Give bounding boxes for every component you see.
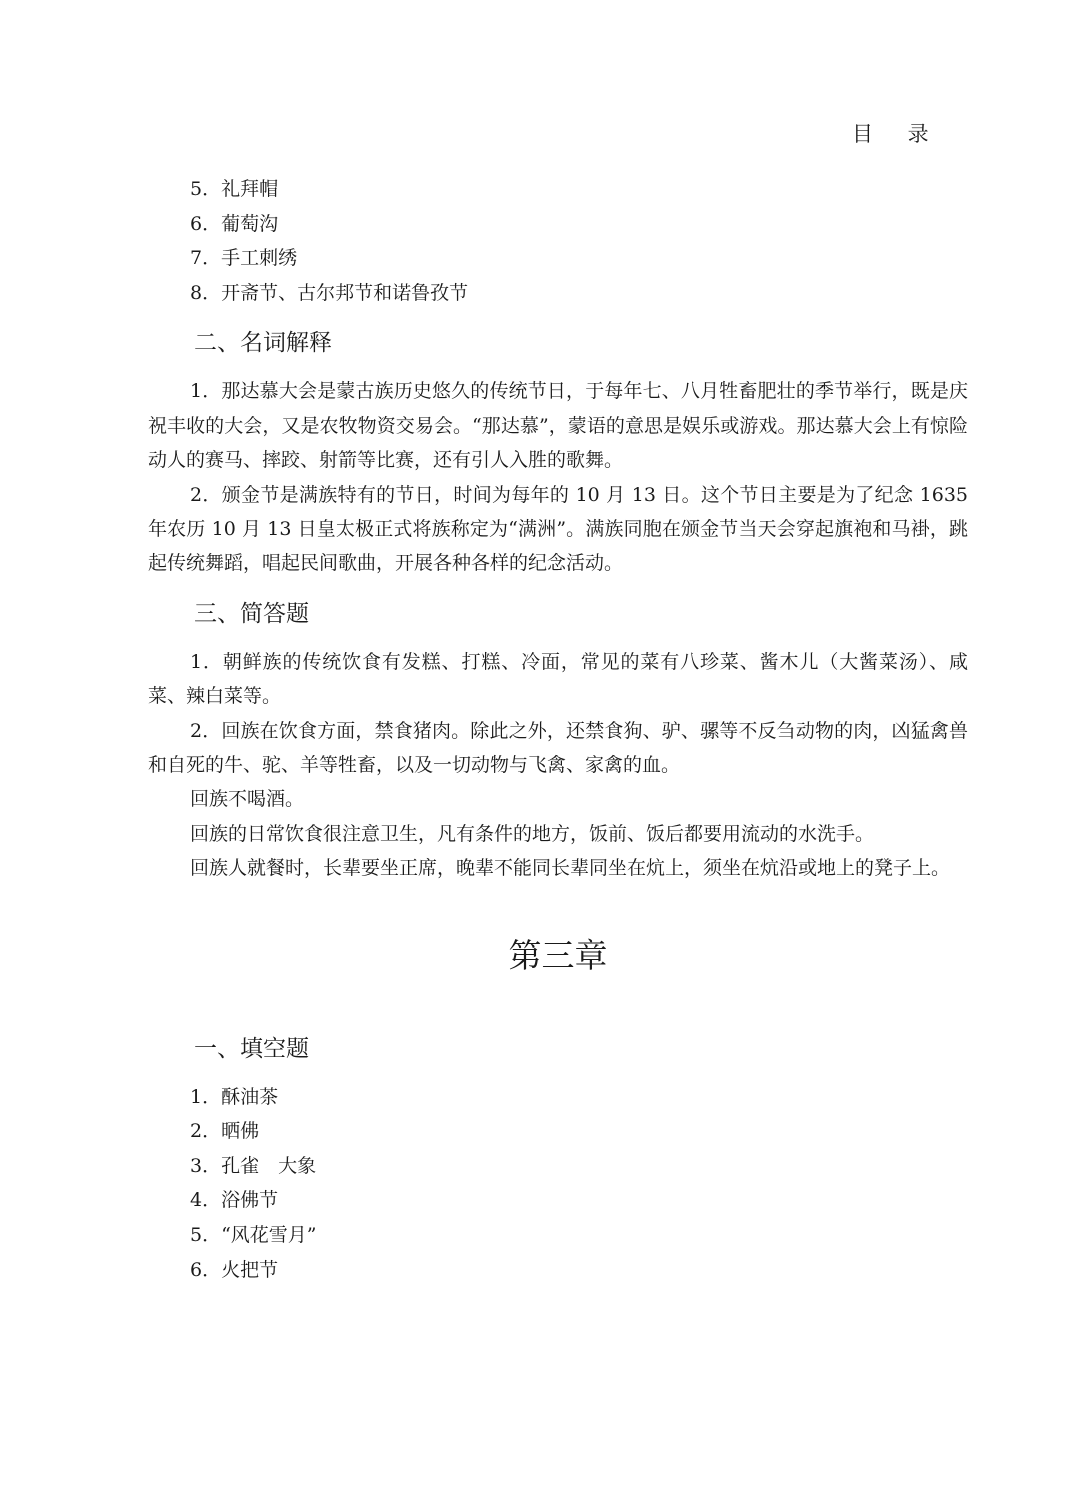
fill-in-list [148, 1080, 968, 1288]
running-header: 目 录 [852, 122, 943, 146]
paragraph: 回族的日常饮食很注意卫生，凡有条件的地方，饭前、饭后都要用流动的水洗手。 [190, 822, 875, 845]
paragraph: 2．回族在饮食方面，禁食猪肉。除此之外，还禁食狗、驴、骡等不反刍动物的肉，凶猛禽兽和自死的牛、驼、羊等牲畜，以及一切动物与飞禽、家禽的血。 [148, 719, 968, 777]
top-answer-list [148, 172, 968, 310]
list-item: 2．晒佛 [190, 1120, 260, 1143]
definitions-section [148, 374, 968, 580]
section-heading-fill-in: 一、填空题 [194, 1035, 309, 1062]
list-item: 1．酥油茶 [190, 1085, 279, 1108]
list-item: 7．手工刺绣 [190, 247, 298, 270]
chapter-title: 第三章 [508, 935, 608, 975]
list-item: 5．礼拜帽 [190, 178, 279, 200]
list-item: 8．开斋节、古尔邦节和诺鲁孜节 [190, 281, 469, 304]
page-body [148, 172, 968, 1287]
short-answers-section [148, 645, 968, 886]
list-item: 6．葡萄沟 [190, 212, 279, 235]
list-item: 5．“风花雪月” [190, 1224, 317, 1247]
paragraph: 1．朝鲜族的传统饮食有发糕、打糕、冷面，常见的菜有八珍菜、酱木儿（大酱菜汤）、咸菜、辣白菜等。 [148, 650, 968, 708]
paragraph: 回族人就餐时，长辈要坐正席，晚辈不能同长辈同坐在炕上，须坐在炕沿或地上的凳子上。 [190, 857, 951, 880]
paragraph: 回族不喝酒。 [190, 788, 305, 811]
section-heading-short-answers: 三、简答题 [194, 600, 309, 627]
list-item: 6．火把节 [190, 1258, 279, 1281]
paragraph: 1．那达慕大会是蒙古族历史悠久的传统节日，于每年七、八月牲畜肥壮的季节举行，既是庆祝丰收的大会，又是农牧物资交易会。“那达慕”，蒙语的意思是娱乐或游戏。那达慕大会上有惊险动人的赛马、摔跤、射箭等比赛，还有引人入胜的歌舞。 [148, 380, 968, 472]
paragraph: 2．颁金节是满族特有的节日，时间为每年的 10 月 13 日。这个节日主要是为了纪念 1635 年农历 10 月 13 日皇太极正式将族称定为“满洲”。满族同胞在颁金节当天会穿起旗袍和马褂，跳起传统舞蹈，唱起民间歌曲，开展各种各样的纪念活动。 [148, 483, 968, 575]
list-item: 3．孔雀 大象 [190, 1154, 317, 1177]
section-heading-definitions: 二、名词解释 [194, 330, 332, 357]
list-item: 4．浴佛节 [190, 1189, 279, 1212]
